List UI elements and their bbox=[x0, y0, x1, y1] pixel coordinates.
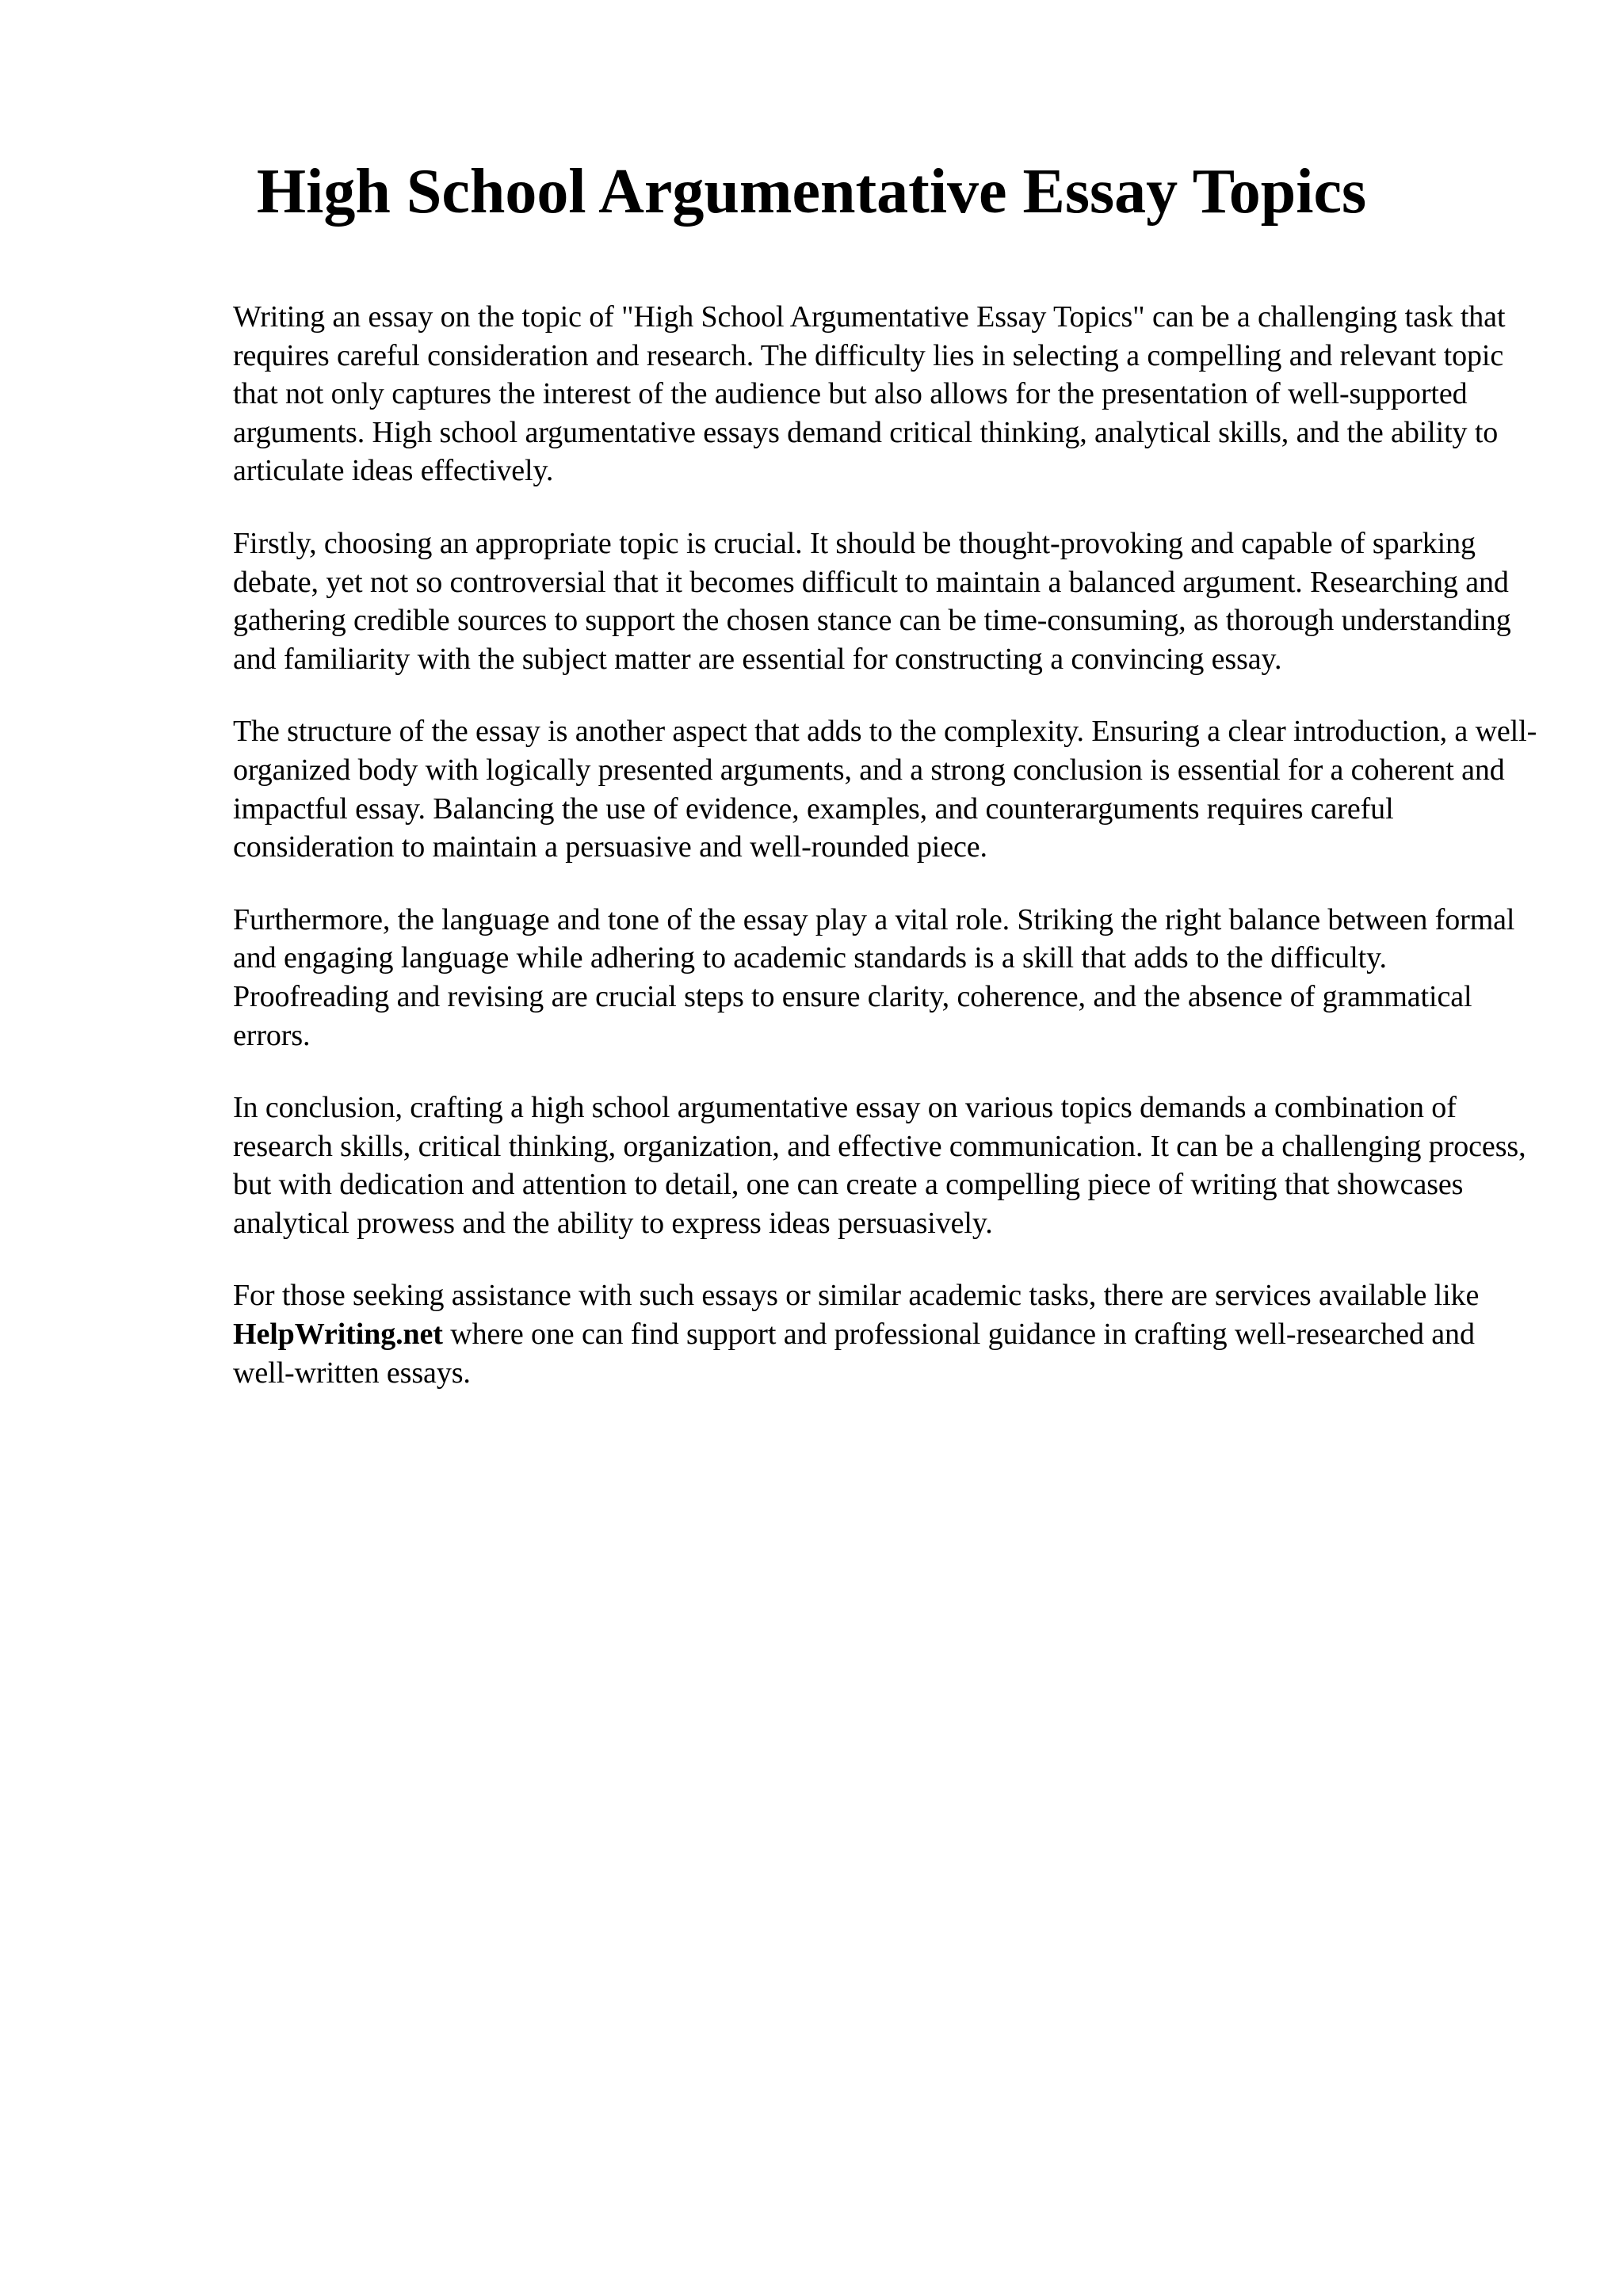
page-title: High School Argumentative Essay Topics bbox=[256, 157, 1367, 227]
document-body bbox=[233, 298, 1541, 1426]
paragraph-5: In conclusion, crafting a high school argumentative essay on various topics demands a combination of research skills, critical thinking, organization, and effective communication. It can be a challenging process, but with dedication and attention to detail, one can create a compelling piece of writing that showcases analytical prowess and the ability to express ideas persuasively. bbox=[233, 1091, 1526, 1240]
paragraph-6-text-before-link: For those seeking assistance with such essays or similar academic tasks, there are services available like bbox=[233, 1279, 1480, 1313]
helpwriting-link[interactable]: HelpWriting.net bbox=[233, 1318, 443, 1352]
paragraph-3: The structure of the essay is another aspect that adds to the complexity. Ensuring a clear introduction, a well-organized body with logically presented arguments, and a strong conclusion is essential for a coherent and impactful essay. Balancing the use of evidence, examples, and counterarguments requires careful consideration to maintain a persuasive and well-rounded piece. bbox=[233, 715, 1537, 864]
paragraph-2: Firstly, choosing an appropriate topic is crucial. It should be thought-provoking and capable of sparking debate, yet not so controversial that it becomes difficult to maintain a balanced argument. Researching and gathering credible sources to support the chosen stance can be time-consuming, as thorough understanding and familiarity with the subject matter are essential for constructing a convincing essay. bbox=[233, 526, 1511, 676]
paragraph-6-text-after-link: where one can find support and professional guidance in crafting well-researched and well-written essays. bbox=[233, 1318, 1475, 1390]
paragraph-6 bbox=[233, 1276, 1541, 1392]
paragraph-4: Furthermore, the language and tone of the essay play a vital role. Striking the right balance between formal and engaging language while adhering to academic standards is a skill that adds to the difficulty. Proofreading and revising are crucial steps to ensure clarity, coherence, and the absence of grammatical errors. bbox=[233, 902, 1515, 1052]
paragraph-1: Writing an essay on the topic of "High School Argumentative Essay Topics" can be a challenging task that requires careful consideration and research. The difficulty lies in selecting a compelling and relevant topic that not only captures the interest of the audience but also allows for the presentation of well-supported arguments. High school argumentative essays demand critical thinking, analytical skills, and the ability to articulate ideas effectively. bbox=[233, 300, 1506, 488]
